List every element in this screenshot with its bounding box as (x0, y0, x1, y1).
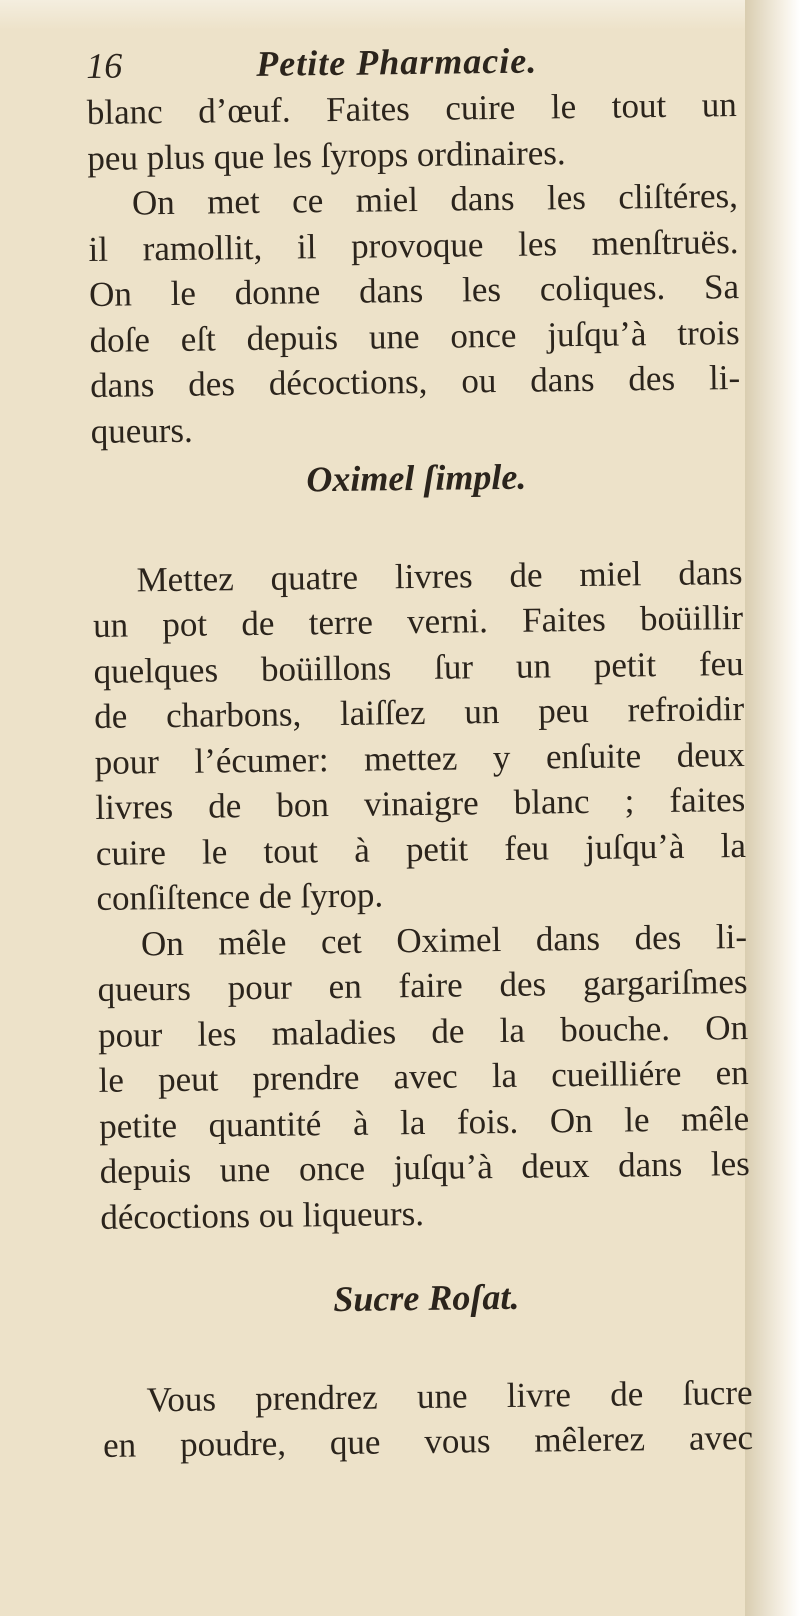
text-line: petite quantité à la fois. On le mêle (98, 1098, 750, 1146)
page-number: 16 (86, 45, 123, 86)
section-heading-oximel: Oximel ſimple. (306, 456, 527, 500)
page-header (86, 36, 737, 90)
running-title: Petite Pharmacie. (256, 40, 538, 84)
text-line: décoctions ou liqueurs. (100, 1193, 425, 1237)
text-line: conſiſtence de ſyrop. (96, 875, 384, 918)
text-line: il ramollit, il provoque les menſtruës. (88, 221, 739, 269)
text-line: de charbons, laiſſez un peu refroidir (93, 689, 745, 736)
text-line: On le donne dans les coliques. Sa (88, 267, 740, 314)
page-top-shading (0, 0, 760, 30)
page-text (86, 36, 753, 1468)
text-line: Mettez quatre livres de miel dans (136, 552, 743, 599)
text-line: Vous prendrez une livre de ſucre (146, 1372, 753, 1419)
text-line: un pot de terre verni. Faites boüillir (92, 598, 744, 645)
text-line: dans des décoctions, ou dans des li- (89, 358, 741, 405)
text-line: le peut prendre avec la cueilliére en (98, 1052, 749, 1100)
text-line: queurs pour en faire des gargariſmes (97, 961, 748, 1009)
text-line: doſe eſt depuis une once juſqu’à trois (89, 312, 740, 360)
text-line: livres de bon vinaigre blanc ; faites (95, 780, 746, 827)
text-line: en poudre, que vous mêlerez avec (102, 1417, 754, 1465)
text-line: On mêle cet Oximel dans des li- (140, 916, 748, 963)
text-line: pour les maladies de la bouche. On (97, 1007, 749, 1055)
page-edge-shading (745, 0, 800, 1616)
text-line: depuis une once juſqu’à deux dans les (99, 1143, 750, 1191)
text-line: queurs. (90, 410, 194, 451)
text-line: quelques boüillons ſur un petit feu (93, 643, 744, 691)
text-line: blanc d’œuf. Faites cuire le tout un (86, 85, 738, 132)
text-line: peu plus que les ſyrops ordinaires. (87, 132, 566, 178)
text-line: pour l’écumer: mettez y enſuite deux (94, 734, 745, 782)
text-line: On met ce miel dans les cliſtéres, (131, 176, 739, 223)
text-line: cuire le tout à petit feu juſqu’à la (95, 825, 747, 873)
section-heading-sucre-rosat: Sucre Roſat. (333, 1276, 520, 1320)
